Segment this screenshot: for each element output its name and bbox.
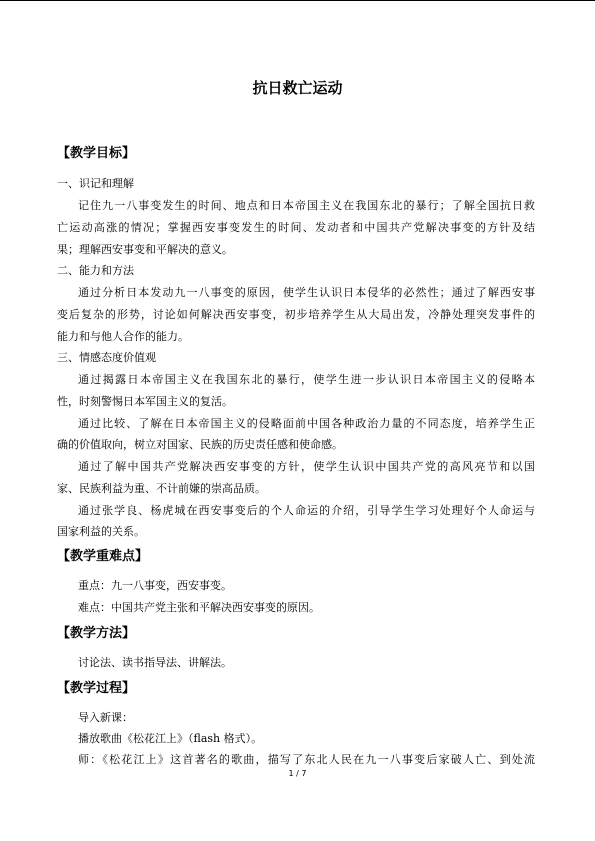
text-line: 变后复杂的形势，讨论如何解决西安事变，初步培养学生从大局出发，冷静处理突发事件的 — [57, 308, 535, 321]
text-line: 通过分析日本发动九一八事变的原因，使学生认识日本侵华的必然性；通过了解西安事 — [78, 286, 535, 299]
text-line: 通过揭露日本帝国主义在我国东北的暴行，使学生进一步认识日本帝国主义的侵略本 — [78, 373, 535, 386]
text-line: 亡运动高涨的情况；掌握西安事变发生的时间、发动者和中国共产党解决事变的方针及结 — [57, 221, 535, 234]
section-heading-methods: 【教学方法】 — [57, 626, 136, 641]
text-line: 导入新课： — [78, 711, 133, 724]
text-line: 讨论法、读书指导法、讲解法。 — [78, 656, 232, 669]
text-line: 通过了解中国共产党解决西安事变的方针，使学生认识中国共产党的高风亮节和以国 — [78, 460, 535, 473]
text-line: 家、民族利益为重、不计前嫌的崇高品质。 — [57, 482, 266, 495]
section-heading-key-points: 【教学重难点】 — [57, 549, 149, 564]
section-heading-process: 【教学过程】 — [57, 681, 136, 696]
text-line: 确的价值取向，树立对国家、民族的历史责任感和使命感。 — [57, 438, 343, 451]
page-title: 抗日救亡运动 — [252, 79, 343, 97]
text-line: 国家利益的关系。 — [57, 525, 145, 538]
text-line: 记住九一八事变发生的时间、地点和日本帝国主义在我国东北的暴行；了解全国抗日救 — [78, 199, 535, 212]
text-line: 性，时刻警惕日本军国主义的复活。 — [57, 395, 233, 408]
text-line: 难点：中国共产党主张和平解决西安事变的原因。 — [78, 601, 320, 614]
text-line: 播放歌曲《松花江上》（flash 格式）。 — [78, 732, 263, 745]
text-line: 能力和与他人合作的能力。 — [57, 330, 189, 343]
text-line: 二、能力和方法 — [57, 264, 134, 277]
section-heading-objectives: 【教学目标】 — [57, 146, 136, 161]
text-line: 通过比较、了解在日本帝国主义的侵略面前中国各种政治力量的不同态度，培养学生正 — [78, 417, 535, 430]
text-line: 师：《松花江上》这首著名的歌曲，描写了东北人民在九一八事变后家破人亡、到处流 — [78, 753, 535, 766]
page-number: 1 / 7 — [288, 769, 307, 778]
text-line: 重点：九一八事变，西安事变。 — [78, 579, 232, 592]
header-rule — [0, 0, 595, 1]
text-line: 一、识记和理解 — [57, 177, 134, 190]
text-line: 果；理解西安事变和平解决的意义。 — [57, 243, 233, 256]
text-line: 通过张学良、杨虎城在西安事变后的个人命运的介绍，引导学生学习处理好个人命运与 — [78, 504, 535, 517]
text-line: 三、情感态度价值观 — [57, 351, 156, 364]
